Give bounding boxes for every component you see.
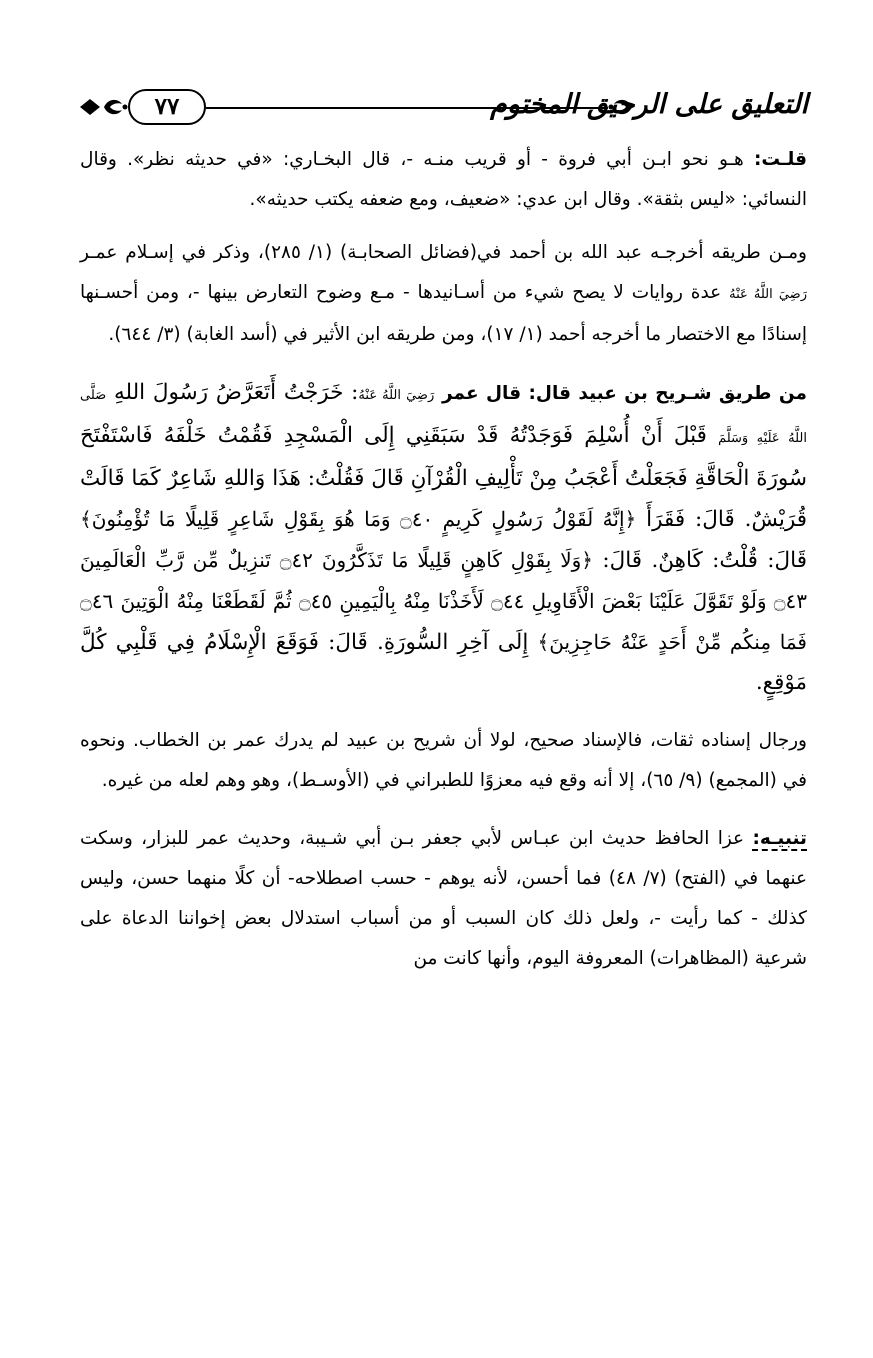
- hadith-text: قَالَ: قُلْتُ: كَاهِنٌ. قَالَ:: [593, 548, 807, 573]
- hadith-paragraph: [80, 373, 807, 703]
- honorific: رَضِيَ اللَّهُ عَنْهُ: [729, 287, 807, 302]
- paragraph-text: هـو نحو ابـن أبي فروة - أو قريب منـه -، قال البخـاري: «في حديثه نظر». وقال النسائي: «ليس بثقة». وقال ابن عدي: «ضعيف، ومع ضعفه يكتب حديثه».: [80, 149, 807, 210]
- paragraph-text: عزا الحافظ حديث ابن عبـاس لأبي جعفر بـن أبي شـيبة، وحديث عمر للبزار، وسكت عنهما في (الفتح) (٧/ ٤٨) فما أحسن، لأنه يوهم - حسب اصطلاحه- أن كلًا منهما حسن، وليس كذلك - كما رأيت -، ولعل ذلك كان السبب أو من أسباب استدلال بعض إخواننا الدعاة على شرعية (المظاهرات) المعروفة اليوم، وأنها كانت من: [80, 828, 807, 969]
- honorific: صَلَّى اللَّهُ عَلَيْهِ وَسَلَّمَ: [80, 388, 807, 446]
- hadith-text: قَبْلَ أَنْ أُسْلِمَ فَوَجَدْتُهُ قَدْ سَبَقَنِي إِلَى الْمَسْجِدِ فَقُمْتُ خَلْفَهُ فَاسْتَفْتَحَ سُورَةَ الْحَاقَّةِ فَجَعَلْتُ أَعْجَبُ مِنْ تَأْلِيفِ الْقُرْآنِ قَالَ فَقُلْتُ: هَذَا وَاللهِ شَاعِرٌ كَمَا قَالَتْ قُرَيْشٌ. قَالَ: فَقَرَأَ: [80, 423, 807, 532]
- left-ornament-icon: [78, 92, 128, 122]
- paragraph-lead: قلـت:: [754, 149, 807, 170]
- note-lead: تنبيـه:: [752, 828, 807, 849]
- paragraph-4: [80, 721, 807, 801]
- main-text: [80, 140, 807, 979]
- quran-verse: ﴿إِنَّهُ لَقَوْلُ رَسُولٍ كَرِيمٍ ۝٤٠ وَمَا هُوَ بِقَوْلِ شَاعِرٍ قَلِيلًا مَا تُؤْمِنُونَ﴾: [80, 507, 637, 531]
- paragraph-2: [80, 233, 807, 355]
- page-number: ٧٧: [128, 89, 206, 125]
- paragraph-lead: من طريق شـريح بن عبيد قال: قال عمر: [442, 383, 807, 404]
- page-header: [78, 78, 808, 134]
- paragraph-5: [80, 819, 807, 979]
- hadith-text: إِلَى آخِرِ السُّورَةِ. قَالَ: فَوَقَعَ الْإِسْلَامُ فِي قَلْبِي كُلَّ مَوْقِعٍ.: [80, 630, 807, 695]
- paragraph-text: عدة روايات لا يصح شيء من أسـانيدها - مـع وضوح التعارض بينها -، ومن أحسـنها إسنادًا مع الاختصار ما أخرجه أحمد (١/ ١٧)، ومن طريقه ابن الأثير في (أسد الغابة) (٣/ ٦٤٤).: [80, 282, 807, 345]
- quran-verse: ﴿وَلَا بِقَوْلِ كَاهِنٍ قَلِيلًا مَا تَذَكَّرُونَ ۝٤٢ تَنزِيلٌ مِّن رَّبِّ الْعَالَمِينَ ۝٤٣ وَلَوْ تَقَوَّلَ عَلَيْنَا بَعْضَ الْأَقَاوِيلِ ۝٤٤ لَأَخَذْنَا مِنْهُ بِالْيَمِينِ ۝٤٥ ثُمَّ لَقَطَعْنَا مِنْهُ الْوَتِينَ ۝٤٦ فَمَا مِنكُم مِّنْ أَحَدٍ عَنْهُ حَاجِزِينَ﴾: [80, 548, 807, 654]
- paragraph-text: ومـن طريقه أخرجـه عبد الله بن أحمد في(فضائل الصحابـة) (١/ ٢٨٥)، وذكر في إسـلام عمـر: [80, 242, 807, 263]
- paragraph-1: [80, 140, 807, 220]
- paragraph-text: ورجال إسناده ثقات، فالإسناد صحيح، لولا أن شريح بن عبيد لم يدرك عمر بن الخطاب. ونحوه في (المجمع) (٩/ ٦٥)، إلا أنه وقع فيه معزوًا للطبراني في (الأوسـط)، وهو وهم لعله من غيره.: [80, 730, 807, 791]
- hadith-text: : خَرَجْتُ أَتَعَرَّضُ رَسُولَ اللهِ: [106, 380, 359, 405]
- running-title: التعليق على الرحيق المختوم: [490, 89, 808, 120]
- honorific: رَضِيَ اللَّهُ عَنْهُ: [358, 388, 435, 403]
